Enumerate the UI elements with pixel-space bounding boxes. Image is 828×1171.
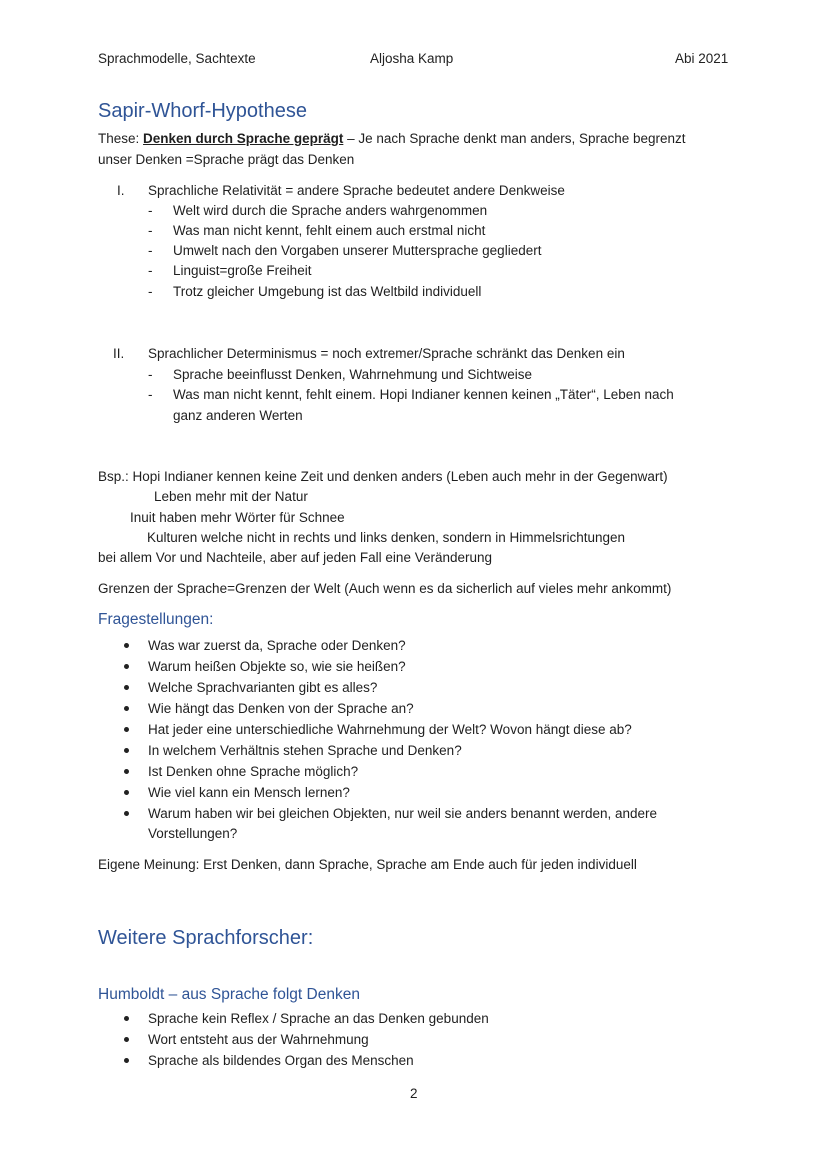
humboldt-item: Wort entsteht aus der Wahrnehmung [148,1032,369,1047]
thesis-rest: – Je nach Sprache denkt man anders, Sprache begrenzt [343,131,686,146]
question-item: Hat jeder eine unterschiedliche Wahrnehmung der Welt? Wovon hängt diese ab? [148,722,632,737]
humboldt-item: Sprache kein Reflex / Sprache an das Denken gebunden [148,1011,489,1026]
header-center: Aljosha Kamp [370,51,454,66]
bullet-icon [124,664,129,669]
question-item: Wie viel kann ein Mensch lernen? [148,785,350,800]
point-1-item: Welt wird durch die Sprache anders wahrgenommen [173,203,488,218]
bullet-icon [124,643,129,648]
dash-marker: - [148,223,153,238]
bullet-icon [124,811,129,816]
numeral-1: I. [117,183,125,198]
bullet-icon [124,685,129,690]
humboldt-item: Sprache als bildendes Organ des Menschen [148,1053,414,1068]
numeral-2: II. [113,346,125,361]
header-right: Abi 2021 [675,51,729,66]
bullet-icon [124,790,129,795]
example-line: Kulturen welche nicht in rechts und links denken, sondern in Himmelsrichtungen [147,530,626,545]
point-1-item: Linguist=große Freiheit [173,263,312,278]
dash-marker: - [148,284,153,299]
point-2-item: Sprache beeinflusst Denken, Wahrnehmung und Sichtweise [173,367,532,382]
bullet-icon [124,1016,129,1021]
dash-marker: - [148,387,153,402]
point-1-item: Trotz gleicher Umgebung ist das Weltbild individuell [173,284,482,299]
question-item: Wie hängt das Denken von der Sprache an? [148,701,414,716]
question-item: Warum haben wir bei gleichen Objekten, nur weil sie anders benannt werden, andere [148,806,658,821]
bullet-icon [124,748,129,753]
bullet-icon [124,706,129,711]
question-item-cont: Vorstellungen? [148,826,238,841]
header-left: Sprachmodelle, Sachtexte [98,51,256,66]
dash-marker: - [148,243,153,258]
section-title-sapir-whorf: Sapir-Whorf-Hypothese [98,100,307,122]
example-line: Bsp.: Hopi Indianer kennen keine Zeit und denken anders (Leben auch mehr in der Gegenwart) [98,469,668,484]
section-title-questions: Fragestellungen: [98,611,214,628]
dash-marker: - [148,263,153,278]
page-number: 2 [410,1086,418,1101]
question-item: Was war zuerst da, Sprache oder Denken? [148,638,406,653]
section-title-researchers: Weitere Sprachforscher: [98,927,314,949]
example-line: Leben mehr mit der Natur [154,489,308,504]
limits-line: Grenzen der Sprache=Grenzen der Welt (Auch wenn es da sicherlich auf vieles mehr ankommt) [98,581,672,596]
question-item: Ist Denken ohne Sprache möglich? [148,764,359,779]
bullet-icon [124,769,129,774]
question-item: Warum heißen Objekte so, wie sie heißen? [148,659,406,674]
thesis-line [98,129,686,149]
dash-marker: - [148,367,153,382]
point-1-item: Was man nicht kennt, fehlt einem auch erstmal nicht [173,223,486,238]
point-2-item: Was man nicht kennt, fehlt einem. Hopi Indianer kennen keinen „Täter“, Leben nach [173,387,674,402]
question-item: In welchem Verhältnis stehen Sprache und Denken? [148,743,462,758]
example-line: bei allem Vor und Nachteile, aber auf jeden Fall eine Veränderung [98,550,493,565]
bullet-icon [124,727,129,732]
example-line: Inuit haben mehr Wörter für Schnee [130,510,345,525]
bullet-icon [124,1058,129,1063]
point-2-item-cont: ganz anderen Werten [173,408,303,423]
bullet-icon [124,1037,129,1042]
opinion-line: Eigene Meinung: Erst Denken, dann Sprache, Sprache am Ende auch für jeden individuell [98,857,637,872]
question-item: Welche Sprachvarianten gibt es alles? [148,680,378,695]
subsection-title-humboldt: Humboldt – aus Sprache folgt Denken [98,986,360,1003]
point-1-item: Umwelt nach den Vorgaben unserer Muttersprache gegliedert [173,243,542,258]
thesis-prefix: These: [98,131,144,146]
point-2-text: Sprachlicher Determinismus = noch extremer/Sprache schränkt das Denken ein [148,346,625,361]
thesis-line-2: unser Denken =Sprache prägt das Denken [98,152,355,167]
point-1-text: Sprachliche Relativität = andere Sprache bedeutet andere Denkweise [148,183,565,198]
dash-marker: - [148,203,153,218]
thesis-bold: Denken durch Sprache geprägt [143,131,344,146]
